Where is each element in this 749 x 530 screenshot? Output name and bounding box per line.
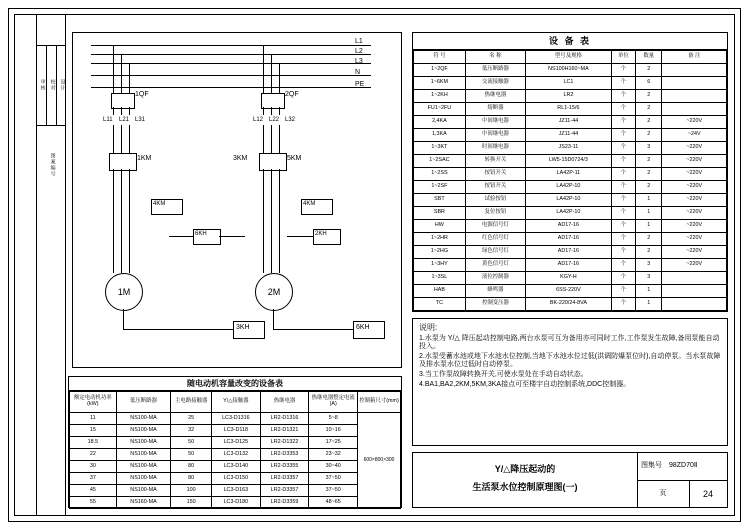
bus-n [91, 75, 371, 76]
motor-cell: LC3-D163 [212, 485, 261, 497]
equipment-cell: JZ11-44 [526, 129, 612, 142]
note-item-1: 1.水泵为 Y/△ 降压起动控制电路,两台水泵可互为备用亦可同时工作,工作泵发生故障,备用泵能自动投入。 [419, 334, 720, 350]
equipment-cell: LA42P-11 [526, 168, 612, 181]
motor-cell: LC3-D132 [212, 449, 261, 461]
motor-cell: 5~8 [309, 413, 358, 425]
bus-label-l3: L3 [355, 58, 363, 65]
motor-cell: 23~32 [309, 449, 358, 461]
bus-l1 [91, 45, 371, 46]
equipment-cell: HW [414, 220, 466, 233]
equipment-cell: BK-220/24-8VA [526, 298, 612, 311]
equipment-cell: 个 [611, 220, 635, 233]
equipment-cell [662, 298, 727, 311]
equipment-cell: 1~6KM [414, 77, 466, 90]
equipment-cell: LR2 [526, 90, 612, 103]
equipment-cell: 个 [611, 233, 635, 246]
table-row [70, 425, 401, 437]
stamp-col-1: 审核 [39, 79, 46, 91]
equipment-cell: 中间继电器 [465, 129, 525, 142]
table-row [70, 497, 401, 509]
table-row [70, 473, 401, 485]
table-row [414, 129, 727, 142]
table-row [414, 194, 727, 207]
motor-cell: 17~25 [309, 437, 358, 449]
equipment-cell: 液位控制器 [465, 272, 525, 285]
equipment-cell: AD17-16 [526, 246, 612, 259]
equipment-cell [662, 272, 727, 285]
mt-col-power: 额定电动机功率(kW) [70, 392, 117, 413]
bus-l2 [91, 54, 371, 55]
equipment-cell: 中间继电器 [465, 116, 525, 129]
equipment-cell: LA42P-10 [526, 194, 612, 207]
equipment-cell: 2 [636, 90, 662, 103]
mt-col-size: 控制箱尺寸(mm) [358, 392, 401, 413]
motor-cell: NS100-MA [116, 413, 171, 425]
equipment-cell: 2 [636, 116, 662, 129]
equipment-table-header-row [414, 51, 727, 64]
equipment-cell [662, 103, 727, 116]
motor-cell: 25 [171, 413, 212, 425]
motor-cell: 32 [171, 425, 212, 437]
relay-2kh-label: 2KH [315, 231, 327, 237]
motor-cell: NS100-MA [116, 473, 171, 485]
motor-cell: 50 [171, 437, 212, 449]
motor-cell: 30 [70, 461, 117, 473]
equipment-cell: 2 [636, 168, 662, 181]
power-circuit-diagram [72, 32, 402, 368]
phase-label-l21: L21 [119, 117, 130, 123]
equipment-cell: 控制变压器 [465, 298, 525, 311]
mt-col-main-current: 主电路接触器 [171, 392, 212, 413]
equipment-cell: HAB [414, 285, 466, 298]
equipment-cell: 1~2QF [414, 64, 466, 77]
table-row [70, 437, 401, 449]
equipment-cell: 热继电器 [465, 90, 525, 103]
equipment-table-title: 设 备 表 [548, 35, 591, 46]
motor-cell: 18.5 [70, 437, 117, 449]
equipment-cell: ~220V [662, 181, 727, 194]
equipment-cell: 个 [611, 142, 635, 155]
equipment-cell: 3 [636, 272, 662, 285]
equipment-cell: 个 [611, 129, 635, 142]
equipment-cell: ~220V [662, 220, 727, 233]
equipment-cell: 1~2SS [414, 168, 466, 181]
motor-cell: NS100-MA [116, 449, 171, 461]
equipment-cell [662, 285, 727, 298]
equipment-cell: 2 [636, 181, 662, 194]
motor-2m [255, 273, 293, 311]
mt-col-breaker: 低压断路器 [116, 392, 171, 413]
equipment-cell: LA42P-10 [526, 207, 612, 220]
table-row [414, 64, 727, 77]
table-row [414, 233, 727, 246]
table-row [414, 259, 727, 272]
drawing-no-value: 98ZD70Ⅱ [669, 461, 698, 469]
motor-cell: 150 [171, 497, 212, 509]
equipment-cell [662, 64, 727, 77]
equipment-table [413, 50, 727, 311]
equipment-cell: 个 [611, 272, 635, 285]
equipment-cell: 个 [611, 168, 635, 181]
equipment-cell: 个 [611, 64, 635, 77]
equipment-cell: AD17-16 [526, 259, 612, 272]
equipment-cell: 1 [636, 220, 662, 233]
equipment-cell: 1~2SAC [414, 155, 466, 168]
equipment-cell: 1~3KT [414, 142, 466, 155]
motor-cell: 37~50 [309, 473, 358, 485]
equipment-cell: ~220V [662, 168, 727, 181]
equipment-cell: 2 [636, 103, 662, 116]
eq-col-qty: 数量 [636, 51, 662, 64]
equipment-cell: 个 [611, 90, 635, 103]
note-item-4: 4.BA1,BA2,2KM,5KM,3KA接点可至楼宇自动控制系统,DDC控制器。 [419, 380, 631, 388]
bus-label-l1: L1 [355, 38, 363, 45]
table-row [414, 298, 727, 311]
breaker-2qf-label: 2QF [285, 91, 299, 98]
equipment-cell [662, 77, 727, 90]
table-row [414, 181, 727, 194]
motor-cell: 80 [171, 461, 212, 473]
equipment-cell: TC [414, 298, 466, 311]
equipment-cell: 1,3KA [414, 129, 466, 142]
table-row [414, 90, 727, 103]
table-row [70, 449, 401, 461]
equipment-cell: 1 [636, 298, 662, 311]
equipment-cell: 按钮开关 [465, 181, 525, 194]
motor-cell: NS100-MA [116, 461, 171, 473]
page-label: 页 [659, 489, 667, 497]
table-row [414, 116, 727, 129]
equipment-cell: 个 [611, 246, 635, 259]
motor-cell: NS100-MA [116, 425, 171, 437]
motor-cell: LR2-D3357 [260, 473, 309, 485]
equipment-cell: 6SS-220V [526, 285, 612, 298]
motor-cell: LR2-D1316 [260, 413, 309, 425]
title-line-1: Y/△降压起动的 [494, 463, 556, 474]
mt-col-setting: 热继电器整定电流(A) [309, 392, 358, 413]
motor-cell: LR2-D3359 [260, 497, 309, 509]
equipment-cell: 个 [611, 155, 635, 168]
motor-cell: LC3-D140 [212, 461, 261, 473]
equipment-cell: 1~2SF [414, 181, 466, 194]
motor-2m-label: 2M [267, 286, 281, 297]
stamp-col-4: 图案编号 [49, 153, 56, 177]
eq-col-name: 名 称 [465, 51, 525, 64]
equipment-cell: 2 [636, 246, 662, 259]
stamp-col-3: 设计 [59, 79, 66, 91]
equipment-cell: 1 [636, 194, 662, 207]
table-row [414, 285, 727, 298]
motor-cell: LC3-D1316 [212, 413, 261, 425]
motor-cell: LR2-D1321 [260, 425, 309, 437]
equipment-cell: 2,4KA [414, 116, 466, 129]
equipment-table-box [412, 32, 728, 312]
bus-label-l2: L2 [355, 48, 363, 55]
table-row [70, 461, 401, 473]
motor-1m [105, 273, 143, 311]
contactor-5km-label: 5KM [287, 155, 302, 162]
motor-cell: LC3-D125 [212, 437, 261, 449]
equipment-cell: 1~3HY [414, 259, 466, 272]
equipment-cell: 交流接触器 [465, 77, 525, 90]
thermal-3kh-label: 3KH [236, 324, 250, 331]
motor-cell: LR2-D3357 [260, 485, 309, 497]
equipment-cell: ~24V [662, 129, 727, 142]
equipment-cell: 复位按钮 [465, 207, 525, 220]
motor-cell: 10~16 [309, 425, 358, 437]
page-number: 24 [702, 488, 713, 499]
motor-cell: LC3-D180 [212, 497, 261, 509]
motor-cell: 11 [70, 413, 117, 425]
equipment-cell: AD17-16 [526, 220, 612, 233]
equipment-cell: 1 [636, 207, 662, 220]
motor-cell: 37 [70, 473, 117, 485]
equipment-cell: SBR [414, 207, 466, 220]
table-row [414, 220, 727, 233]
thermal-6kh-label: 6KH [356, 324, 370, 331]
table-row [414, 103, 727, 116]
equipment-cell: 6 [636, 77, 662, 90]
table-row [414, 155, 727, 168]
contactor-1km-label: 1KM [137, 155, 152, 162]
eq-col-remark: 备 注 [662, 51, 727, 64]
equipment-cell: JZ11-44 [526, 116, 612, 129]
note-item-3: 3.当工作泵故障转换开关,可使水泵处在手动自动状态。 [419, 370, 588, 378]
equipment-cell: 个 [611, 103, 635, 116]
motor-cell: 37~50 [309, 485, 358, 497]
equipment-cell: 1~2HG [414, 246, 466, 259]
equipment-cell: 个 [611, 194, 635, 207]
motor-cell: NS100-MA [116, 437, 171, 449]
left-margin-stamp [36, 14, 66, 516]
motor-cell: NS160-MA [116, 497, 171, 509]
equipment-cell: 蜂鸣器 [465, 285, 525, 298]
equipment-cell: 时间继电器 [465, 142, 525, 155]
equipment-cell: ~220V [662, 259, 727, 272]
mt-col-ydelta: Y/△接触器 [212, 392, 261, 413]
equipment-cell: 1 [636, 285, 662, 298]
motor-cell: 600×800×300 [358, 413, 401, 509]
equipment-cell: 黄色信号灯 [465, 259, 525, 272]
equipment-cell: 试验按钮 [465, 194, 525, 207]
equipment-cell: ~220V [662, 155, 727, 168]
equipment-cell: 1~3SL [414, 272, 466, 285]
equipment-cell: 个 [611, 285, 635, 298]
equipment-cell: 个 [611, 298, 635, 311]
bus-label-pe: PE [355, 81, 365, 88]
table-row [70, 413, 401, 425]
table-row [414, 207, 727, 220]
bus-pe [91, 87, 371, 88]
equipment-cell: 2 [636, 233, 662, 246]
table-row [414, 168, 727, 181]
motor-cell: 80 [171, 473, 212, 485]
equipment-cell: 低压断路器 [465, 64, 525, 77]
motor-cell: LC3-D150 [212, 473, 261, 485]
equipment-cell: 个 [611, 77, 635, 90]
equipment-cell: AD17-16 [526, 233, 612, 246]
equipment-cell: 红色信号灯 [465, 233, 525, 246]
equipment-cell: RL1-15/6 [526, 103, 612, 116]
contactor-4km-label-right: 4KM [303, 201, 316, 207]
motor-cell: 22 [70, 449, 117, 461]
mt-col-thermal: 热继电器 [260, 392, 309, 413]
title-block [412, 452, 728, 508]
motor-table-header-row [70, 392, 401, 413]
equipment-cell: LC1 [526, 77, 612, 90]
eq-col-symbol: 符 号 [414, 51, 466, 64]
motor-cell: LR2-D3353 [260, 449, 309, 461]
bus-label-n: N [355, 69, 361, 76]
table-row [414, 77, 727, 90]
breaker-1qf-label: 1QF [135, 91, 149, 98]
note-item-2: 2.水泵受蓄水池或地下水池水位控制,当地下水池水位过低(洪调防爆泵位时),自动停泵。当水泵故障及排水泵水位过低时自动停泵。 [419, 352, 721, 368]
equipment-cell: ~220V [662, 142, 727, 155]
table-row [70, 485, 401, 497]
equipment-cell: 2 [636, 64, 662, 77]
equipment-cell: 个 [611, 116, 635, 129]
motor-cell: 100 [171, 485, 212, 497]
table-row [414, 142, 727, 155]
contactor-3km-label: 3KM [233, 155, 248, 162]
equipment-cell: 1~2KH [414, 90, 466, 103]
equipment-cell: 个 [611, 207, 635, 220]
equipment-cell: ~220V [662, 194, 727, 207]
equipment-cell: 电源信号灯 [465, 220, 525, 233]
motor-cell: 55 [70, 497, 117, 509]
eq-col-unit: 单位 [611, 51, 635, 64]
drawing-no-label: 图集号 [641, 461, 662, 469]
motor-cell: 30~40 [309, 461, 358, 473]
phase-label-l31: L31 [135, 117, 146, 123]
table-row [414, 246, 727, 259]
equipment-cell: 个 [611, 259, 635, 272]
phase-label-l12: L12 [253, 117, 264, 123]
equipment-cell: ~220V [662, 246, 727, 259]
equipment-cell: ~220V [662, 207, 727, 220]
motor-1m-label: 1M [117, 286, 131, 297]
relay-6kh-label: 6KH [195, 231, 207, 237]
equipment-cell: ~220V [662, 233, 727, 246]
equipment-cell: SBT [414, 194, 466, 207]
phase-label-l11: L11 [103, 117, 113, 123]
equipment-cell: LW5-15D0724/3 [526, 155, 612, 168]
equipment-cell: 个 [611, 181, 635, 194]
equipment-cell: ~220V [662, 116, 727, 129]
phase-label-l32: L32 [285, 117, 296, 123]
equipment-cell [662, 90, 727, 103]
equipment-cell: NS100H160~MA [526, 64, 612, 77]
motor-capacity-table-box [68, 376, 402, 508]
equipment-cell: 按钮开关 [465, 168, 525, 181]
bus-l3 [91, 63, 371, 64]
motor-cell: 15 [70, 425, 117, 437]
motor-cell: LC3-D118 [212, 425, 261, 437]
equipment-cell: 3 [636, 259, 662, 272]
equipment-cell: 2 [636, 155, 662, 168]
equipment-cell: 熔断器 [465, 103, 525, 116]
motor-capacity-table [69, 391, 401, 509]
equipment-cell: 绿色信号灯 [465, 246, 525, 259]
equipment-cell: 2 [636, 129, 662, 142]
motor-cell: LR2-D3355 [260, 461, 309, 473]
contactor-4km-label: 4KM [153, 201, 166, 207]
notes-title: 说明: [419, 323, 438, 332]
phase-label-l22: L22 [269, 117, 280, 123]
motor-table-title: 随电动机容量改变的设备表 [187, 378, 283, 388]
stamp-col-2: 校对 [49, 79, 56, 91]
title-line-2: 生活泵水位控制原理图(一) [472, 481, 578, 492]
notes-box [412, 318, 728, 446]
motor-cell: 45 [70, 485, 117, 497]
motor-cell: LR2-D1322 [260, 437, 309, 449]
equipment-cell: LA42P-10 [526, 181, 612, 194]
eq-col-model: 型号及规格 [526, 51, 612, 64]
equipment-cell: JS23-11 [526, 142, 612, 155]
equipment-cell: 转换开关 [465, 155, 525, 168]
motor-cell: 48~65 [309, 497, 358, 509]
equipment-cell: FU1~2FU [414, 103, 466, 116]
motor-cell: 50 [171, 449, 212, 461]
equipment-cell: 3 [636, 142, 662, 155]
equipment-cell: KGY-H [526, 272, 612, 285]
table-row [414, 272, 727, 285]
equipment-cell: 1~2HR [414, 233, 466, 246]
motor-cell: NS100-MA [116, 485, 171, 497]
